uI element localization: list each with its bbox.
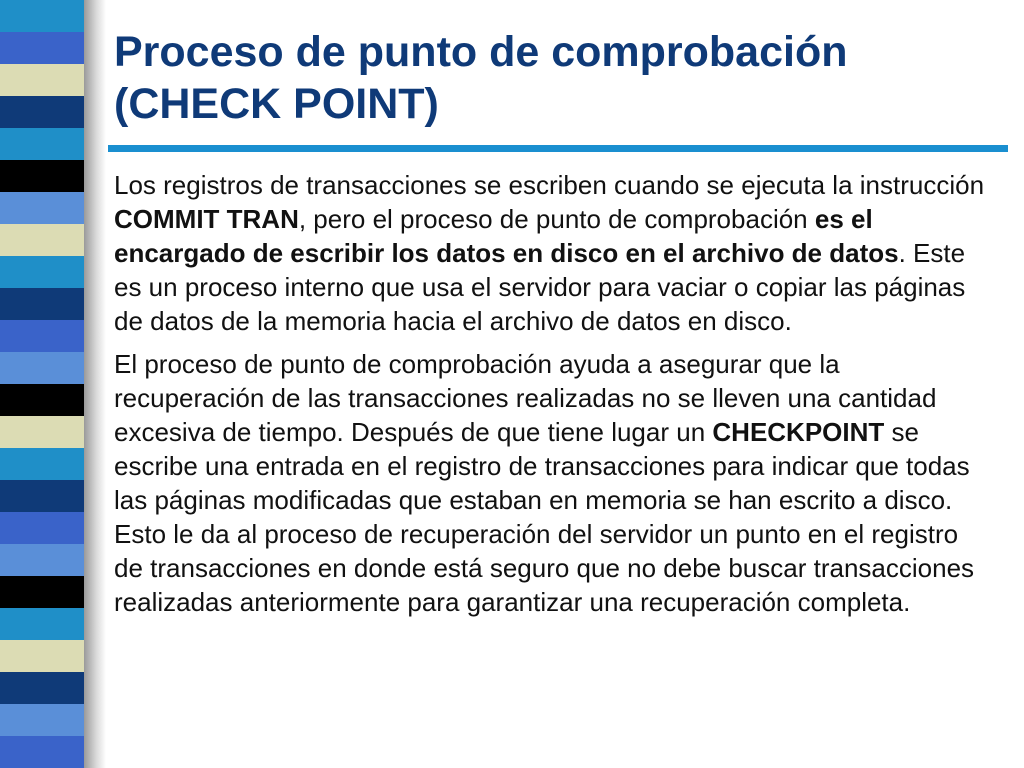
body-paragraph-1: [114, 168, 994, 338]
paragraph-1-bold-phrase: es el encargado de escribir los datos en disco en el archivo de datos: [114, 204, 899, 268]
stripe-segment: [0, 96, 84, 128]
slide-title: [114, 26, 1004, 130]
decorative-side-stripe: [0, 0, 84, 768]
stripe-segment: [0, 384, 84, 416]
paragraph-1-text-1: Los registros de transacciones se escriben cuando se ejecuta la instrucción: [114, 170, 985, 200]
stripe-segment: [0, 544, 84, 576]
stripe-segment: [0, 224, 84, 256]
slide-title-line-1: Proceso de punto de comprobación: [114, 28, 848, 76]
stripe-segment: [0, 0, 84, 32]
stripe-segment: [0, 640, 84, 672]
paragraph-2-text-1: El proceso de punto de comprobación ayuda a asegurar que la recuperación de las transacciones realizadas no se lleven una cantidad excesiva de tiempo. Después de que tiene lugar un: [114, 349, 937, 447]
stripe-segment: [0, 128, 84, 160]
stripe-segment: [0, 576, 84, 608]
stripe-segment: [0, 480, 84, 512]
paragraph-1-text-3: . Este es un proceso interno que usa el servidor para vaciar o copiar las páginas de datos de la memoria hacia el archivo de datos en disco.: [114, 238, 966, 336]
title-underline-rule: [108, 145, 1008, 152]
side-stripe-shadow: [84, 0, 106, 768]
stripe-segment: [0, 64, 84, 96]
stripe-segment: [0, 512, 84, 544]
stripe-segment: [0, 608, 84, 640]
stripe-segment: [0, 704, 84, 736]
stripe-segment: [0, 320, 84, 352]
stripe-segment: [0, 416, 84, 448]
stripe-segment: [0, 736, 84, 768]
stripe-segment: [0, 160, 84, 192]
slide-title-line-2: (CHECK POINT): [114, 80, 439, 128]
paragraph-1-bold-commit-tran: COMMIT TRAN: [114, 204, 299, 234]
paragraph-2-bold-checkpoint: CHECKPOINT: [712, 417, 885, 447]
stripe-segment: [0, 32, 84, 64]
stripe-segment: [0, 672, 84, 704]
stripe-segment: [0, 448, 84, 480]
body-paragraph-2: [114, 347, 994, 619]
paragraph-1-text-2: , pero el proceso de punto de comprobación: [298, 204, 815, 234]
slide-body: [114, 168, 994, 628]
stripe-segment: [0, 352, 84, 384]
stripe-segment: [0, 192, 84, 224]
paragraph-2-text-2: se escribe una entrada en el registro de transacciones para indicar que todas las páginas modificadas que estaban en memoria se han escrito a disco. Esto le da al proceso de recuperación del servidor un punto en el registro de transacciones en donde está seguro que no debe buscar transacciones realizadas anteriormente para garantizar una recuperación completa.: [114, 417, 975, 617]
stripe-segment: [0, 256, 84, 288]
stripe-segment: [0, 288, 84, 320]
